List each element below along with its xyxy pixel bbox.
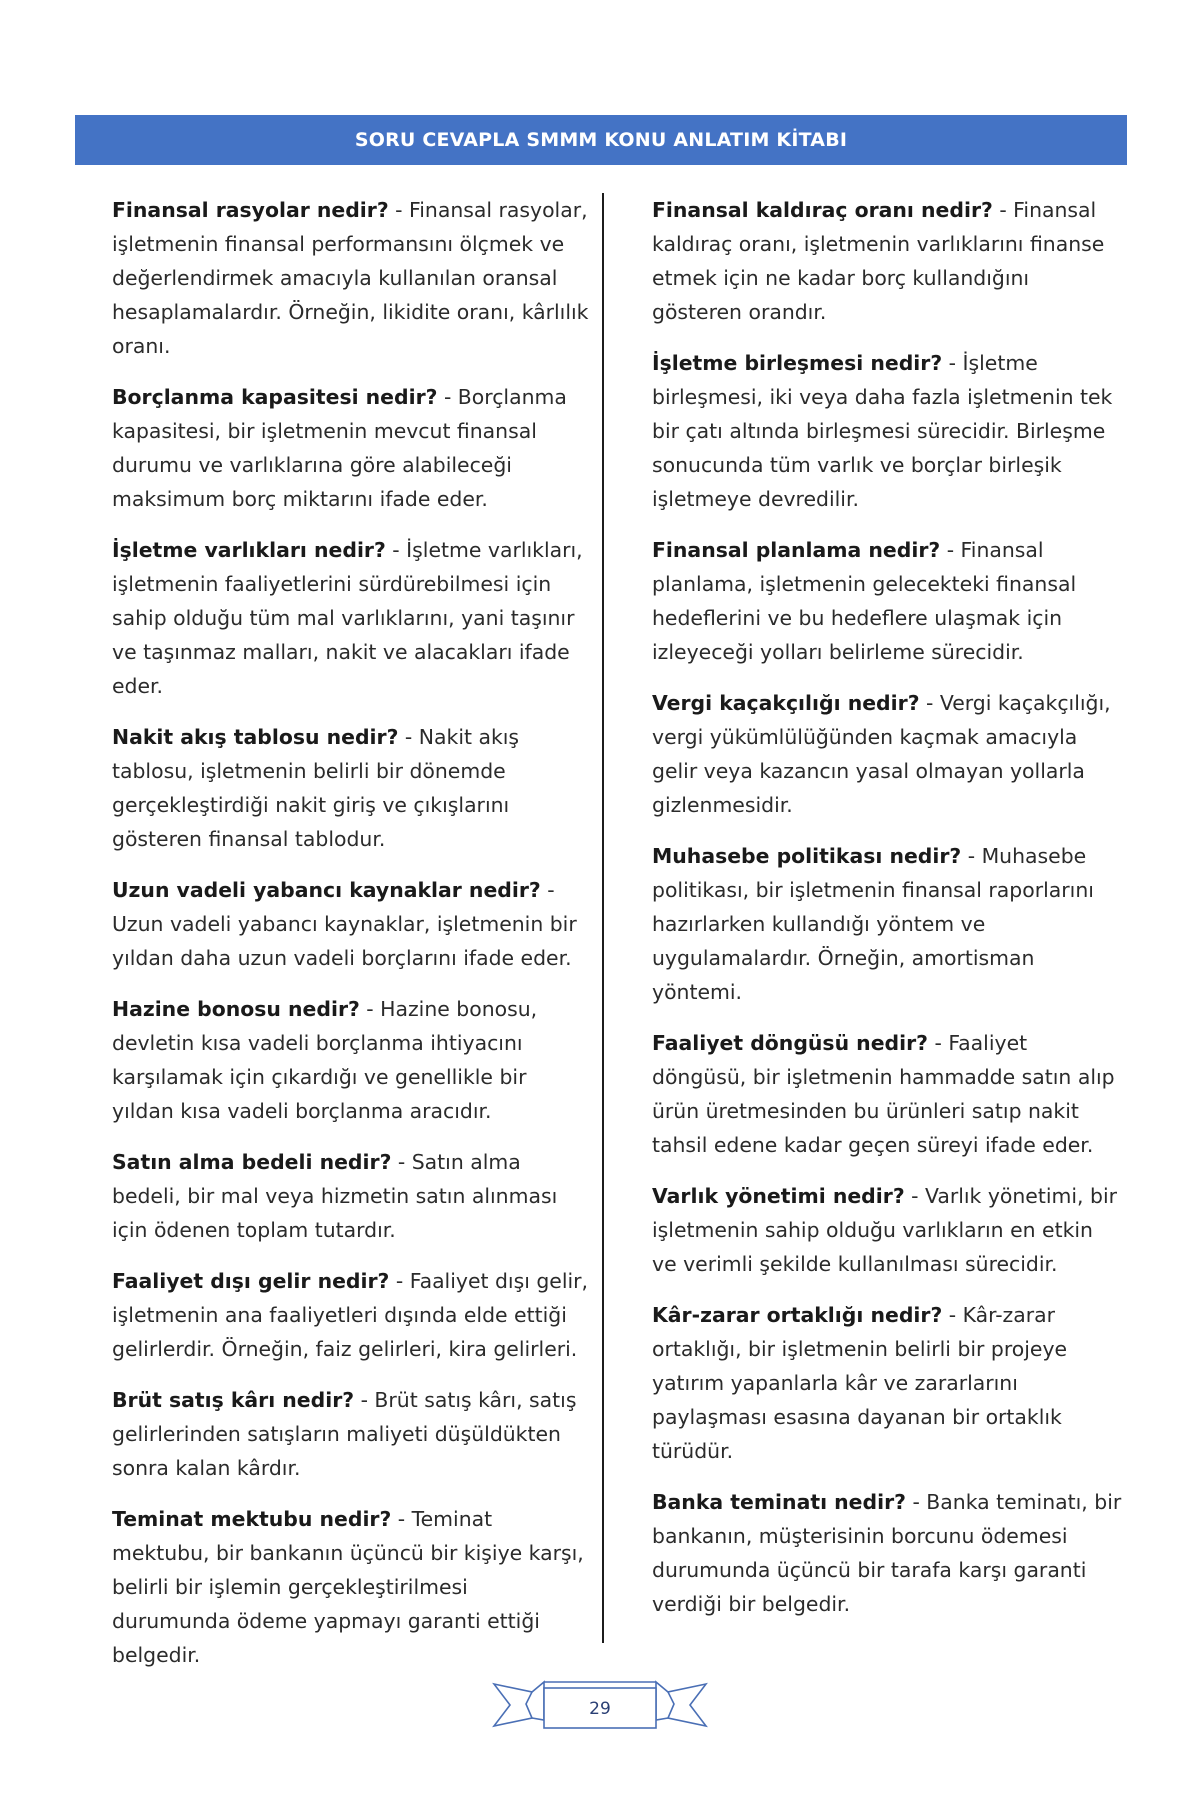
answer-text: - Uzun vadeli yabancı kaynaklar, işletmenin bir yıldan daha uzun vadeli borçlarını ifade eder. [112,878,577,970]
answer-text: - Faaliyet döngüsü, bir işletmenin hammadde satın alıp ürün üretmesinden bu ürünleri satıp nakit tahsil edene kadar geçen süreyi ifade eder. [652,1031,1115,1157]
answer-text: - Borçlanma kapasitesi, bir işletmenin mevcut finansal durumu ve varlıklarına göre alabileceği maksimum borç miktarını ifade eder. [112,385,567,511]
qa-entry [112,873,592,975]
question-term: Vergi kaçakçılığı nedir? [652,691,920,715]
answer-text: - Varlık yönetimi, bir işletmenin sahip olduğu varlıkların en etkin ve verimli şekilde kullanılması sürecidir. [652,1184,1117,1276]
answer-text: - Kâr-zarar ortaklığı, bir işletmenin belirli bir projeye yatırım yapanlarla kâr ve zararlarını paylaşması esasına dayanan bir ortaklık türüdür. [652,1303,1068,1463]
question-term: Hazine bonosu nedir? [112,997,360,1021]
question-term: Borçlanma kapasitesi nedir? [112,385,438,409]
answer-text: - Hazine bonosu, devletin kısa vadeli borçlanma ihtiyacını karşılamak için çıkardığı ve genellikle bir yıldan kısa vadeli borçlanma aracıdır. [112,997,538,1123]
question-term: Faaliyet dışı gelir nedir? [112,1269,390,1293]
qa-entry [652,839,1124,1009]
qa-entry [652,533,1124,669]
question-term: Nakit akış tablosu nedir? [112,725,399,749]
right-column [652,193,1124,1638]
question-term: Banka teminatı nedir? [652,1490,906,1514]
qa-entry [652,1179,1124,1281]
qa-entry [652,193,1124,329]
question-term: İşletme varlıkları nedir? [112,538,386,562]
question-term: Satın alma bedeli nedir? [112,1150,392,1174]
answer-text: - Faaliyet dışı gelir, işletmenin ana faaliyetleri dışında elde ettiği gelirlerdir. Örneğin, faiz gelirleri, kira gelirleri. [112,1269,589,1361]
question-term: Kâr-zarar ortaklığı nedir? [652,1303,943,1327]
question-term: Uzun vadeli yabancı kaynaklar nedir? [112,878,541,902]
column-divider [602,193,604,1643]
page-number: 29 [589,1699,611,1719]
qa-entry [112,193,592,363]
question-term: Brüt satış kârı nedir? [112,1388,355,1412]
answer-text: - Muhasebe politikası, bir işletmenin finansal raporlarını hazırlarken kullandığı yöntem ve uygulamalardır. Örneğin, amortisman yöntemi. [652,844,1094,1004]
question-term: Finansal kaldıraç oranı nedir? [652,198,993,222]
answer-text: - Finansal planlama, işletmenin gelecekteki finansal hedeflerini ve bu hedeflere ulaşmak için izleyeceği yolları belirleme sürecidir. [652,538,1077,664]
question-term: İşletme birleşmesi nedir? [652,351,943,375]
book-title: SORU CEVAPLA SMMM KONU ANLATIM KİTABI [354,129,848,151]
qa-entry [112,992,592,1128]
qa-entry [652,1298,1124,1468]
answer-text: - Banka teminatı, bir bankanın, müşterisinin borcunu ödemesi durumunda üçüncü bir tarafa karşı garanti verdiği bir belgedir. [652,1490,1122,1616]
answer-text: - Finansal kaldıraç oranı, işletmenin varlıklarını finanse etmek için ne kadar borç kullandığını gösteren orandır. [652,198,1105,324]
qa-entry [112,1502,592,1672]
answer-text: - Vergi kaçakçılığı, vergi yükümlülüğünden kaçmak amacıyla gelir veya kazancın yasal olmayan yollarla gizlenmesidir. [652,691,1111,817]
qa-entry [652,346,1124,516]
qa-entry [112,1145,592,1247]
qa-entry [652,1026,1124,1162]
qa-entry [112,380,592,516]
page-number-badge [492,1676,708,1736]
qa-entry [112,533,592,703]
question-term: Finansal planlama nedir? [652,538,941,562]
qa-entry [652,1485,1124,1621]
left-column [112,193,592,1689]
answer-text: - İşletme birleşmesi, iki veya daha fazla işletmenin tek bir çatı altında birleşmesi sürecidir. Birleşme sonucunda tüm varlık ve borçlar birleşik işletmeye devredilir. [652,351,1113,511]
answer-text: - Satın alma bedeli, bir mal veya hizmetin satın alınması için ödenen toplam tutardır. [112,1150,558,1242]
answer-text: - İşletme varlıkları, işletmenin faaliyetlerini sürdürebilmesi için sahip olduğu tüm mal varlıklarını, yani taşınır ve taşınmaz malları, nakit ve alacakları ifade eder. [112,538,583,698]
question-term: Varlık yönetimi nedir? [652,1184,905,1208]
question-term: Teminat mektubu nedir? [112,1507,392,1531]
qa-entry [112,1264,592,1366]
page-header-banner [75,115,1127,165]
qa-entry [112,720,592,856]
question-term: Faaliyet döngüsü nedir? [652,1031,928,1055]
question-term: Finansal rasyolar nedir? [112,198,389,222]
question-term: Muhasebe politikası nedir? [652,844,962,868]
answer-text: - Finansal rasyolar, işletmenin finansal performansını ölçmek ve değerlendirmek amacıyla kullanılan oransal hesaplamalardır. Örneğin, likidite oranı, kârlılık oranı. [112,198,589,358]
answer-text: - Brüt satış kârı, satış gelirlerinden satışların maliyeti düşüldükten sonra kalan kârdır. [112,1388,577,1480]
qa-entry [652,686,1124,822]
answer-text: - Nakit akış tablosu, işletmenin belirli bir dönemde gerçekleştirdiği nakit giriş ve çıkışlarını gösteren finansal tablodur. [112,725,520,851]
qa-entry [112,1383,592,1485]
answer-text: - Teminat mektubu, bir bankanın üçüncü bir kişiye karşı, belirli bir işlemin gerçekleştirilmesi durumunda ödeme yapmayı garanti ettiği belgedir. [112,1507,584,1667]
